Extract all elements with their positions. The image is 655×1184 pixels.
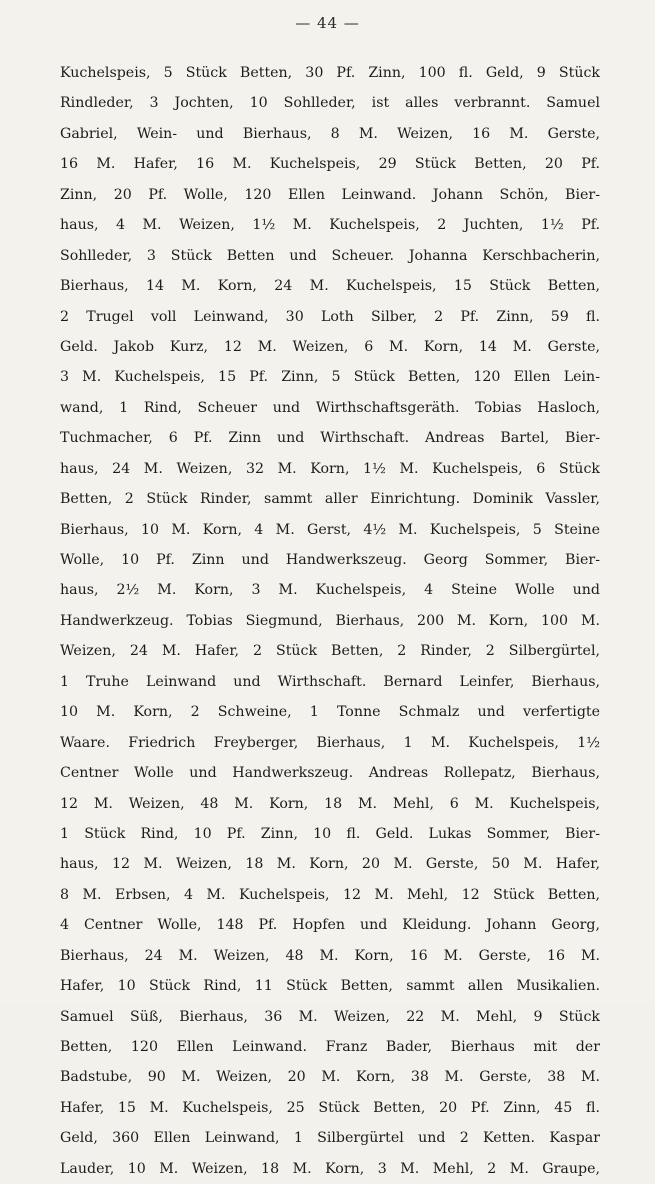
text-line: Geld, 360 Ellen Leinwand, 1 Silbergürtel und 2 Ketten. Kaspar: [60, 1130, 600, 1147]
text-line: Bierhaus, 14 M. Korn, 24 M. Kuchelspeis, 15 Stück Betten,: [60, 278, 600, 295]
text-line: Bierhaus, 24 M. Weizen, 48 M. Korn, 16 M. Gerste, 16 M.: [60, 947, 600, 964]
text-line: Sohlleder, 3 Stück Betten und Scheuer. Johanna Kerschbacherin,: [60, 247, 600, 264]
text-line: Kuchelspeis, 5 Stück Betten, 30 Pf. Zinn, 100 fl. Geld, 9 Stück: [60, 65, 600, 81]
text-body: [60, 58, 600, 1184]
text-line: 10 M. Korn, 2 Schweine, 1 Tonne Schmalz und verfertigte: [60, 704, 600, 721]
text-line: 2 Trugel voll Leinwand, 30 Loth Silber, 2 Pf. Zinn, 59 fl.: [60, 308, 600, 325]
page-number: — 44 —: [295, 14, 360, 32]
text-line: Gabriel, Wein- und Bierhaus, 8 M. Weizen, 16 M. Gerste,: [60, 125, 600, 142]
text-line: Hafer, 15 M. Kuchelspeis, 25 Stück Betten, 20 Pf. Zinn, 45 fl.: [60, 1099, 600, 1116]
text-line: haus, 2½ M. Korn, 3 M. Kuchelspeis, 4 Steine Wolle und: [60, 582, 600, 599]
text-line: haus, 12 M. Weizen, 18 M. Korn, 20 M. Gerste, 50 M. Hafer,: [60, 856, 600, 873]
text-line: Hafer, 10 Stück Rind, 11 Stück Betten, sammt allen Musikalien.: [60, 978, 600, 995]
text-line: wand, 1 Rind, Scheuer und Wirthschaftsgeräth. Tobias Hasloch,: [60, 399, 600, 416]
text-line: Badstube, 90 M. Weizen, 20 M. Korn, 38 M. Gerste, 38 M.: [60, 1069, 600, 1086]
text-line: 4 Centner Wolle, 148 Pf. Hopfen und Kleidung. Johann Georg,: [60, 917, 600, 934]
text-line: Tuchmacher, 6 Pf. Zinn und Wirthschaft. Andreas Bartel, Bier-: [60, 430, 600, 447]
text-line: Betten, 120 Ellen Leinwand. Franz Bader, Bierhaus mit der: [60, 1039, 600, 1055]
text-line: 3 M. Kuchelspeis, 15 Pf. Zinn, 5 Stück Betten, 120 Ellen Lein-: [60, 369, 600, 386]
text-line: 8 M. Erbsen, 4 M. Kuchelspeis, 12 M. Mehl, 12 Stück Betten,: [60, 886, 600, 903]
text-line: Weizen, 24 M. Hafer, 2 Stück Betten, 2 Rinder, 2 Silbergürtel,: [60, 643, 600, 660]
text-line: Waare. Friedrich Freyberger, Bierhaus, 1 M. Kuchelspeis, 1½: [60, 734, 600, 751]
text-line: 1 Truhe Leinwand und Wirthschaft. Bernard Leinfer, Bierhaus,: [60, 673, 600, 690]
text-line: Bierhaus, 10 M. Korn, 4 M. Gerst, 4½ M. Kuchelspeis, 5 Steine: [60, 521, 600, 538]
text-line: Zinn, 20 Pf. Wolle, 120 Ellen Leinwand. Johann Schön, Bier-: [60, 186, 600, 203]
text-line: 1 Stück Rind, 10 Pf. Zinn, 10 fl. Geld. Lukas Sommer, Bier-: [60, 825, 600, 842]
text-line: Rindleder, 3 Jochten, 10 Sohlleder, ist alles verbrannt. Samuel: [60, 95, 600, 112]
text-line: haus, 4 M. Weizen, 1½ M. Kuchelspeis, 2 Juchten, 1½ Pf.: [60, 217, 600, 234]
text-line: haus, 24 M. Weizen, 32 M. Korn, 1½ M. Kuchelspeis, 6 Stück: [60, 460, 600, 477]
text-line: 12 M. Weizen, 48 M. Korn, 18 M. Mehl, 6 M. Kuchelspeis,: [60, 795, 600, 812]
text-line: Centner Wolle und Handwerkszeug. Andreas Rollepatz, Bierhaus,: [60, 765, 600, 782]
text-line: Geld. Jakob Kurz, 12 M. Weizen, 6 M. Korn, 14 M. Gerste,: [60, 338, 600, 355]
text-line: 16 M. Hafer, 16 M. Kuchelspeis, 29 Stück Betten, 20 Pf.: [60, 156, 600, 173]
text-line: Lauder, 10 M. Weizen, 18 M. Korn, 3 M. Mehl, 2 M. Graupe,: [60, 1160, 600, 1177]
text-line: Betten, 2 Stück Rinder, sammt aller Einrichtung. Dominik Vassler,: [60, 491, 600, 508]
text-line: Wolle, 10 Pf. Zinn und Handwerkszeug. Georg Sommer, Bier-: [60, 552, 600, 568]
text-line: Handwerkzeug. Tobias Siegmund, Bierhaus, 200 M. Korn, 100 M.: [60, 612, 600, 629]
text-line: Samuel Süß, Bierhaus, 36 M. Weizen, 22 M. Mehl, 9 Stück: [60, 1008, 600, 1025]
